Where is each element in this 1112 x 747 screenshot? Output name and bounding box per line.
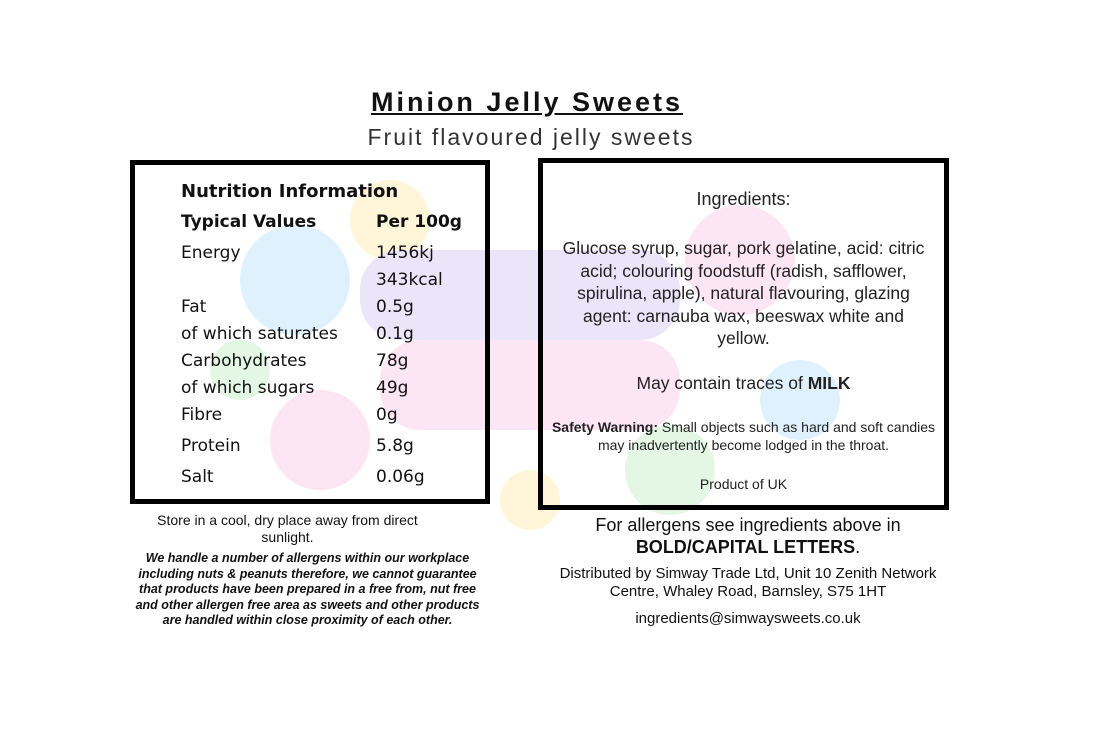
nutrition-label: Protein (181, 436, 241, 456)
nutrition-label: Salt (181, 467, 214, 487)
may-contain-prefix: May contain traces of (636, 373, 803, 393)
nutrition-label: Fibre (181, 405, 223, 425)
ingredients-heading: Ingredients: (696, 189, 791, 209)
nutrition-label: Fat (181, 297, 207, 317)
distributor-address: Distributed by Simway Trade Ltd, Unit 10 Zenith Network Centre, Whaley Road, Barnsley, S75 1HT (559, 565, 937, 600)
nutrition-label: Energy (181, 243, 241, 263)
nutrition-value: 0g (376, 405, 398, 425)
nutrition-value: 0.1g (376, 324, 414, 344)
allergen-disclaimer: We handle a number of allergens within our workplace including nuts & peanuts therefore, we cannot guarantee that products have been prepared in a free from, nut free and other allergen free area as sweets and other products are handled within close proximity of each other. (135, 551, 480, 627)
nutrition-value: 0.5g (376, 297, 414, 317)
product-origin: Product of UK (699, 476, 788, 492)
safety-label: Safety Warning: (551, 419, 658, 435)
allergens-notice (538, 514, 958, 558)
nutrition-value: 343kcal (376, 270, 443, 290)
nutrition-value: 1456kj (376, 243, 434, 263)
contact-email: ingredients@simwaysweets.co.uk (635, 610, 861, 627)
per-100g-header: Per 100g (376, 212, 462, 232)
ingredients-panel (538, 158, 949, 510)
storage-instructions: Store in a cool, dry place away from direct sunlight. (157, 512, 418, 545)
safety-text: Small objects such as hard and soft candies may inadvertently become lodged in the throat. (597, 419, 936, 453)
nutrition-heading: Nutrition Information (181, 181, 399, 202)
nutrition-value: 5.8g (376, 436, 414, 456)
nutrition-value: 49g (376, 378, 409, 398)
ingredients-text: Glucose syrup, sugar, pork gelatine, acid: citric acid; colouring foodstuff (radish, safflower, spirulina, apple), natural flavouring, glazing agent: carnauba wax, beeswax white and yellow. (562, 238, 925, 348)
may-contain-allergen: MILK (807, 373, 851, 393)
nutrition-value: 78g (376, 351, 409, 371)
nutrition-panel (130, 160, 490, 504)
allergens-prefix: For allergens see ingredients above in (595, 515, 901, 535)
nutrition-label: of which sugars (181, 378, 315, 398)
may-contain-line (543, 373, 944, 394)
product-subtitle: Fruit flavoured jelly sweets (367, 124, 695, 150)
allergens-emphasis: BOLD/CAPITAL LETTERS (635, 537, 856, 557)
nutrition-value: 0.06g (376, 467, 425, 487)
allergens-suffix: . (855, 537, 861, 557)
nutrition-label: Carbohydrates (181, 351, 307, 371)
safety-warning (549, 418, 938, 454)
nutrition-label: of which saturates (181, 324, 338, 344)
typical-values-header: Typical Values (181, 212, 317, 232)
product-title: Minion Jelly Sweets (370, 87, 684, 117)
